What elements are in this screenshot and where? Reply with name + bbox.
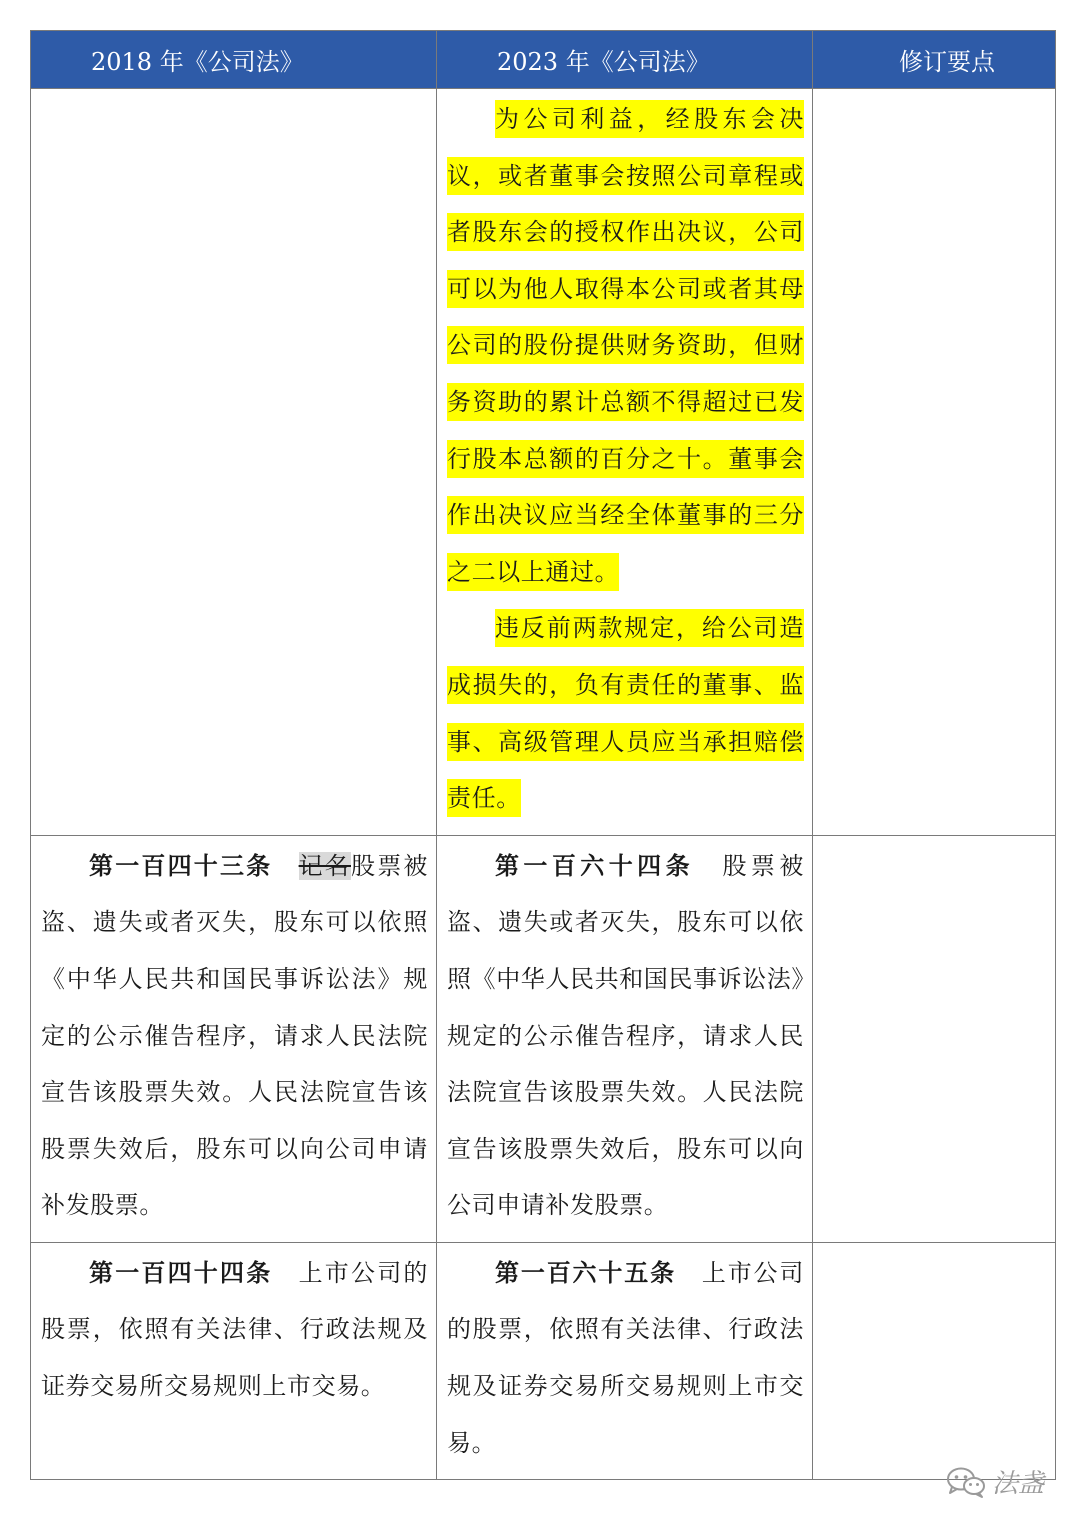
header-label: 2018 年《公司法》	[91, 48, 304, 76]
table-row	[31, 835, 1056, 1242]
cell-2018-empty	[31, 89, 437, 836]
table-row	[31, 89, 1056, 836]
paragraph	[447, 838, 804, 1234]
cell-revision-points	[813, 1242, 1056, 1479]
table-row	[31, 1242, 1056, 1479]
table-header-row	[31, 31, 1056, 89]
header-2023-law	[437, 31, 813, 89]
cell-2023-text	[437, 89, 813, 836]
article-number: 第一百四十三条	[89, 850, 273, 880]
cell-revision-points	[813, 89, 1056, 836]
paragraph	[447, 600, 804, 826]
header-2018-law	[31, 31, 437, 89]
article-text: 股票被盗、遗失或者灭失，股东可以依照《中华人民共和国民事诉讼法》规定的公示催告程序，请求人民法院宣告该股票失效。人民法院宣告该股票失效后，股东可以向公司申请补发股票。	[41, 851, 428, 1220]
article-text: 上市公司的股票，依照有关法律、行政法规及证券交易所交易规则上市交易。	[447, 1258, 805, 1457]
article-number: 第一百六十四条	[495, 850, 695, 880]
deleted-text: 记名	[298, 851, 351, 880]
wechat-icon	[946, 1466, 986, 1498]
watermark	[946, 1463, 1044, 1500]
comparison-page	[30, 30, 1055, 1480]
highlighted-text: 违反前两款规定，给公司造成损失的，负有责任的董事、监事、高级管理人员应当承担赔偿责任。	[447, 609, 804, 817]
header-label: 修订要点	[899, 48, 995, 76]
paragraph	[41, 1245, 428, 1415]
article-text: 上市公司的股票，依照有关法律、行政法规及证券交易所交易规则上市交易。	[41, 1258, 429, 1401]
paragraph	[447, 91, 804, 600]
cell-2018-text	[31, 835, 437, 1242]
cell-2023-text	[437, 1242, 813, 1479]
cell-revision-points	[813, 835, 1056, 1242]
paragraph	[41, 838, 428, 1234]
paragraph	[447, 1245, 804, 1471]
company-law-comparison-table	[30, 30, 1056, 1480]
header-label: 2023 年《公司法》	[497, 48, 710, 76]
article-number: 第一百四十四条	[89, 1257, 273, 1287]
header-revision-points	[813, 31, 1056, 89]
article-number: 第一百六十五条	[495, 1257, 676, 1287]
highlighted-text: 为公司利益，经股东会决议，或者董事会按照公司章程或者股东会的授权作出决议，公司可以为他人取得本公司或者其母公司的股份提供财务资助，但财务资助的累计总额不得超过已发行股本总额的百分之十。董事会作出决议应当经全体董事的三分之二以上通过。	[447, 100, 804, 591]
cell-2018-text	[31, 1242, 437, 1479]
watermark-text: 法盏	[991, 1469, 1044, 1499]
article-text: 股票被盗、遗失或者灭失，股东可以依照《中华人民共和国民事诉讼法》规定的公示催告程序，请求人民法院宣告该股票失效。人民法院宣告该股票失效后，股东可以向公司申请补发股票。	[447, 851, 804, 1220]
cell-2023-text	[437, 835, 813, 1242]
